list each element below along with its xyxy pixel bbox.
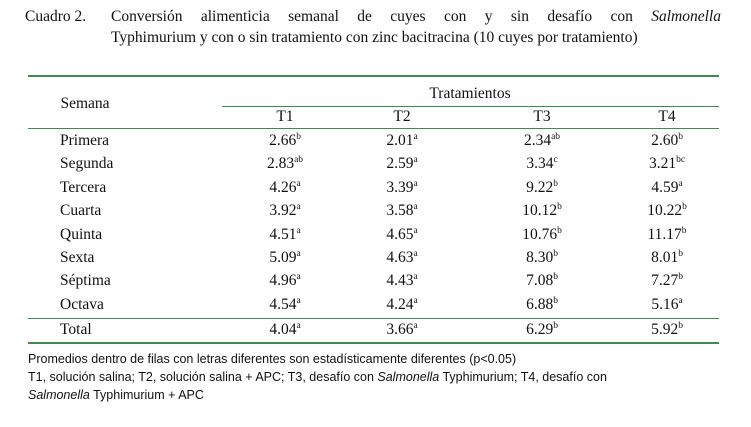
table-cell bbox=[497, 296, 587, 314]
cell-value: 7.27 bbox=[651, 272, 679, 290]
table-cell bbox=[622, 249, 712, 267]
table-row bbox=[0, 202, 751, 225]
cell-value: 3.39 bbox=[386, 178, 414, 196]
table-cell bbox=[622, 179, 712, 197]
cell-value: 2.66 bbox=[269, 132, 297, 149]
cell-superscript: a bbox=[678, 178, 683, 189]
cell-superscript: a bbox=[678, 295, 683, 306]
cell-superscript: b bbox=[678, 249, 683, 259]
week-label: Octava bbox=[60, 295, 104, 313]
cell-value: 3.92 bbox=[269, 202, 297, 220]
caption-label: Cuadro 2. bbox=[25, 8, 87, 25]
cell-superscript: bc bbox=[676, 155, 686, 166]
table-cell bbox=[497, 272, 587, 290]
cell-value: 5.16 bbox=[651, 295, 679, 313]
table-cell bbox=[357, 249, 447, 267]
cell-value: 2.01 bbox=[386, 132, 414, 149]
cell-superscript: a bbox=[413, 202, 418, 213]
table-cell bbox=[357, 226, 447, 244]
cell-value: 9.22 bbox=[526, 178, 554, 196]
cell-value: 4.43 bbox=[386, 272, 414, 290]
cell-superscript: b bbox=[553, 295, 558, 306]
table-cell bbox=[357, 202, 447, 220]
table-cell bbox=[240, 249, 330, 267]
table-cell bbox=[240, 226, 330, 244]
row-header: Semana bbox=[60, 95, 110, 112]
cell-value: 2.59 bbox=[386, 155, 414, 173]
table-cell bbox=[240, 202, 330, 220]
cell-superscript: a bbox=[296, 202, 301, 213]
cell-value: 3.34 bbox=[526, 155, 554, 173]
cell-value: 2.34 bbox=[523, 132, 552, 149]
footnote-2 bbox=[28, 368, 723, 386]
week-label: Cuarta bbox=[60, 202, 102, 220]
table-cell bbox=[357, 132, 447, 150]
cell-superscript: a bbox=[413, 321, 418, 331]
caption-italic: Salmonella bbox=[651, 8, 721, 25]
table-cell bbox=[357, 321, 447, 339]
cell-superscript: b bbox=[553, 321, 558, 331]
cell-value: 5.09 bbox=[269, 249, 297, 266]
column-header-t1: T1 bbox=[276, 108, 294, 125]
week-label: Séptima bbox=[60, 272, 111, 290]
cell-value: 4.65 bbox=[386, 225, 414, 243]
cell-superscript: b bbox=[681, 225, 687, 236]
week-label: Total bbox=[60, 321, 92, 338]
footnote-1: Promedios dentro de filas con letras diferentes son estadísticamente diferentes (p<0.05) bbox=[28, 352, 517, 366]
cell-superscript: ab bbox=[294, 155, 304, 166]
cell-value: 4.59 bbox=[651, 178, 679, 196]
cell-value: 5.92 bbox=[651, 321, 679, 338]
week-label: Sexta bbox=[60, 249, 95, 266]
cell-superscript: b bbox=[678, 272, 683, 283]
table-cell bbox=[622, 272, 712, 290]
cell-value: 6.88 bbox=[526, 295, 554, 313]
footnote-2-text-a: T1, solución salina; T2, solución salina + APC; T3, desafío con bbox=[28, 370, 378, 384]
cell-value: 8.01 bbox=[651, 249, 679, 266]
cell-superscript: a bbox=[413, 272, 418, 283]
cell-value: 3.58 bbox=[386, 202, 414, 220]
cell-superscript: b bbox=[553, 178, 558, 189]
cell-superscript: a bbox=[413, 249, 418, 259]
week-label: Primera bbox=[60, 132, 110, 149]
cell-value: 10.12 bbox=[522, 202, 558, 220]
cell-superscript: b bbox=[296, 132, 301, 142]
cell-value: 10.76 bbox=[522, 225, 558, 243]
table-row bbox=[0, 155, 751, 178]
column-header-t4: T4 bbox=[658, 108, 676, 125]
table-cell bbox=[357, 272, 447, 290]
cell-value: 4.96 bbox=[269, 272, 297, 290]
footnote-3-text: Typhimurium + APC bbox=[89, 388, 204, 402]
cell-superscript: b bbox=[678, 321, 683, 331]
cell-value: 4.51 bbox=[269, 225, 297, 243]
cell-value: 4.63 bbox=[386, 249, 414, 266]
cell-superscript: a bbox=[296, 272, 301, 283]
cell-superscript: a bbox=[296, 249, 301, 259]
cell-value: 4.04 bbox=[269, 321, 297, 338]
table-row bbox=[0, 296, 751, 319]
cell-superscript: b bbox=[553, 249, 558, 259]
cell-superscript: c bbox=[553, 155, 558, 166]
table-row bbox=[0, 132, 751, 155]
table-cell bbox=[240, 321, 330, 339]
column-header-t3: T3 bbox=[533, 108, 551, 125]
cell-value: 10.22 bbox=[647, 202, 683, 220]
caption-text-1: Conversión alimenticia semanal de cuyes con y sin desafío con bbox=[111, 8, 652, 25]
table-cell bbox=[497, 202, 587, 220]
cell-superscript: a bbox=[296, 321, 301, 331]
header-bottom-rule bbox=[28, 128, 719, 129]
cell-superscript: a bbox=[296, 178, 301, 189]
cell-superscript: a bbox=[413, 132, 418, 142]
footnote-3 bbox=[28, 386, 723, 404]
table-cell bbox=[497, 179, 587, 197]
table-row-total bbox=[0, 321, 751, 344]
table-cell bbox=[240, 179, 330, 197]
cell-superscript: b bbox=[557, 225, 562, 236]
cell-value: 3.21 bbox=[648, 155, 677, 173]
table-row bbox=[0, 179, 751, 202]
table-cell bbox=[497, 155, 587, 173]
cell-superscript: a bbox=[296, 225, 301, 236]
table-cell bbox=[622, 155, 712, 173]
cell-value: 4.24 bbox=[386, 295, 414, 313]
table-cell bbox=[240, 272, 330, 290]
column-header-t2: T2 bbox=[393, 108, 411, 125]
week-label: Segunda bbox=[60, 155, 114, 173]
cell-value: 4.26 bbox=[269, 178, 297, 196]
table-top-rule bbox=[28, 75, 719, 77]
caption-line-2: Typhimurium y con o sin tratamiento con zinc bacitracina (10 cuyes por tratamiento) bbox=[111, 29, 638, 46]
table-row bbox=[0, 272, 751, 295]
table-cell bbox=[622, 202, 712, 220]
table-cell bbox=[622, 321, 712, 339]
table-cell bbox=[622, 226, 712, 244]
table-cell bbox=[622, 132, 712, 150]
footnote-2-italic: Salmonella bbox=[377, 370, 440, 384]
cell-superscript: b bbox=[553, 272, 558, 283]
caption-line-1 bbox=[111, 6, 721, 27]
table-cell bbox=[357, 296, 447, 314]
cell-value: 6.29 bbox=[526, 321, 554, 338]
table-cell bbox=[622, 296, 712, 314]
week-label: Quinta bbox=[60, 225, 103, 243]
table-cell bbox=[357, 155, 447, 173]
group-header-rule bbox=[222, 106, 719, 107]
cell-value: 8.30 bbox=[526, 249, 554, 266]
week-label: Tercera bbox=[60, 178, 107, 196]
cell-value: 11.17 bbox=[647, 225, 682, 243]
cell-superscript: a bbox=[413, 178, 418, 189]
group-header: Tratamientos bbox=[429, 85, 511, 102]
table-cell bbox=[357, 179, 447, 197]
cell-value: 3.66 bbox=[386, 321, 414, 338]
table-cell bbox=[497, 132, 587, 150]
table-bottom-rule bbox=[28, 342, 719, 344]
table-cell bbox=[497, 321, 587, 339]
cell-superscript: a bbox=[413, 225, 418, 236]
cell-superscript: b bbox=[678, 132, 683, 142]
footnote-2-text-b: Typhimurium; T4, desafío con bbox=[439, 370, 607, 384]
table-row bbox=[0, 249, 751, 272]
cell-superscript: b bbox=[557, 202, 562, 213]
table-cell bbox=[240, 132, 330, 150]
table-cell bbox=[497, 249, 587, 267]
footnote-3-italic: Salmonella bbox=[28, 388, 90, 402]
cell-superscript: a bbox=[413, 295, 418, 306]
table-cell bbox=[240, 155, 330, 173]
cell-superscript: b bbox=[682, 202, 687, 213]
cell-value: 7.08 bbox=[526, 272, 554, 290]
cell-superscript: a bbox=[296, 295, 301, 306]
table-cell bbox=[497, 226, 587, 244]
table-cell bbox=[240, 296, 330, 314]
cell-value: 2.83 bbox=[266, 155, 295, 173]
cell-value: 4.54 bbox=[269, 295, 297, 313]
total-top-rule bbox=[28, 318, 719, 319]
cell-superscript: a bbox=[413, 155, 418, 166]
cell-superscript: ab bbox=[551, 132, 561, 142]
cell-value: 2.60 bbox=[651, 132, 679, 149]
table-row bbox=[0, 226, 751, 249]
